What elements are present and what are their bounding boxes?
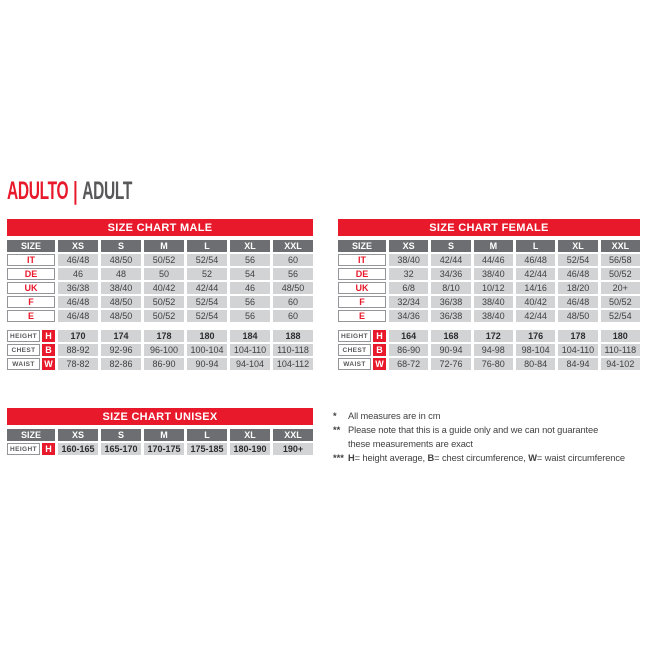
footnote-marker: *** [333, 453, 344, 463]
size-cell: 36/38 [431, 310, 470, 322]
size-cell: 46/48 [58, 254, 98, 266]
table-row-it [7, 254, 313, 266]
size-cell: 104-110 [230, 344, 270, 356]
row-label-uk: UK [7, 282, 55, 294]
column-header-xs: XS [58, 240, 98, 252]
size-cell: 76-80 [474, 358, 513, 370]
footnote-segment: these measurements are exact [348, 439, 473, 449]
size-cell: 20+ [601, 282, 640, 294]
size-cell: 56 [230, 254, 270, 266]
measure-label-waist: WAIST [338, 358, 371, 370]
column-header-l: L [187, 429, 227, 441]
size-cell: 90-94 [187, 358, 227, 370]
footnote-line [333, 451, 645, 465]
footnote-text [348, 409, 645, 423]
size-cell: 38/40 [389, 254, 428, 266]
footnote-segment: H [348, 453, 355, 463]
row-label-e: E [338, 310, 386, 322]
column-header-xxl: XXL [273, 240, 313, 252]
footnote-line [333, 409, 645, 423]
size-cell: 48/50 [101, 296, 141, 308]
column-header-xs: XS [389, 240, 428, 252]
measure-badge-h: H [373, 330, 386, 342]
measure-label-group [7, 344, 55, 356]
size-cell: 38/40 [101, 282, 141, 294]
size-cell: 110-118 [273, 344, 313, 356]
size-column-header: SIZE [7, 240, 55, 252]
size-cell: 54 [230, 268, 270, 280]
measure-label-group [7, 443, 55, 455]
size-cell: 160-165 [58, 443, 98, 455]
size-cell: 100-104 [187, 344, 227, 356]
table-row-de [7, 268, 313, 280]
row-label-f: F [7, 296, 55, 308]
size-cell: 80-84 [516, 358, 555, 370]
column-header-xxl: XXL [273, 429, 313, 441]
page-title [7, 179, 132, 204]
table-row-chest [338, 344, 640, 356]
column-header-s: S [101, 240, 141, 252]
size-cell: 56 [273, 268, 313, 280]
size-cell: 48/50 [101, 310, 141, 322]
footnote-line [333, 423, 645, 437]
size-cell: 50/52 [144, 310, 184, 322]
size-cell: 8/10 [431, 282, 470, 294]
size-cell: 56/58 [601, 254, 640, 266]
size-cell: 84-94 [558, 358, 597, 370]
measure-label-height: HEIGHT [7, 443, 40, 455]
table-row-f [338, 296, 640, 308]
table-header-row [7, 240, 313, 252]
column-header-xs: XS [58, 429, 98, 441]
footnote-segment: = chest circumference, [434, 453, 529, 463]
size-cell: 6/8 [389, 282, 428, 294]
footnote-segment: B [427, 453, 435, 463]
size-cell: 178 [558, 330, 597, 342]
footnote-marker: * [333, 411, 337, 421]
size-cell: 104-110 [558, 344, 597, 356]
size-cell: 46 [230, 282, 270, 294]
measure-label-chest: CHEST [338, 344, 371, 356]
size-cell: 52/54 [601, 310, 640, 322]
size-cell: 165-170 [101, 443, 141, 455]
size-cell: 38/40 [474, 310, 513, 322]
size-cell: 176 [516, 330, 555, 342]
chart-title-bar: SIZE CHART MALE [7, 219, 313, 236]
size-cell: 48/50 [558, 310, 597, 322]
size-cell: 52/54 [187, 296, 227, 308]
size-cell: 170-175 [144, 443, 184, 455]
size-cell: 14/16 [516, 282, 555, 294]
size-cell: 94-104 [230, 358, 270, 370]
size-cell: 36/38 [431, 296, 470, 308]
size-cell: 180 [187, 330, 227, 342]
size-cell: 48/50 [101, 254, 141, 266]
footnote-marker [333, 437, 348, 451]
size-cell: 72-76 [431, 358, 470, 370]
size-cell: 78-82 [58, 358, 98, 370]
size-cell: 56 [230, 310, 270, 322]
size-cell: 60 [273, 254, 313, 266]
size-cell: 180-190 [230, 443, 270, 455]
column-header-m: M [474, 240, 513, 252]
size-cell: 52/54 [187, 254, 227, 266]
footnote-segment: W [528, 453, 537, 463]
chart-title-bar: SIZE CHART UNISEX [7, 408, 313, 425]
measure-badge-b: B [42, 344, 55, 356]
size-cell: 50/52 [601, 268, 640, 280]
size-cell: 42/44 [431, 254, 470, 266]
column-header-l: L [187, 240, 227, 252]
size-cell: 190+ [273, 443, 313, 455]
column-header-m: M [144, 429, 184, 441]
column-header-l: L [516, 240, 555, 252]
size-cell: 110-118 [601, 344, 640, 356]
size-cell: 90-94 [431, 344, 470, 356]
footnote-marker: ** [333, 425, 341, 435]
size-cell: 10/12 [474, 282, 513, 294]
size-cell: 104-112 [273, 358, 313, 370]
table-row-chest [7, 344, 313, 356]
table-row-e [7, 310, 313, 322]
page-title-separator: | [73, 177, 78, 205]
footnote-segment: Please note that this is a guide only and we can not guarantee [348, 425, 599, 435]
column-header-xl: XL [558, 240, 597, 252]
table-row-height [7, 330, 313, 342]
table-row-height [7, 443, 313, 455]
size-cell: 50/52 [144, 254, 184, 266]
size-cell: 168 [431, 330, 470, 342]
table-row-waist [338, 358, 640, 370]
size-cell: 46/48 [516, 254, 555, 266]
size-cell: 50/52 [144, 296, 184, 308]
size-cell: 48/50 [273, 282, 313, 294]
size-cell: 92-96 [101, 344, 141, 356]
size-cell: 68-72 [389, 358, 428, 370]
footnotes [333, 409, 645, 465]
size-cell: 34/36 [431, 268, 470, 280]
column-header-m: M [144, 240, 184, 252]
measure-badge-w: W [373, 358, 386, 370]
size-cell: 172 [474, 330, 513, 342]
size-cell: 42/44 [187, 282, 227, 294]
column-header-s: S [431, 240, 470, 252]
table-header-row [338, 240, 640, 252]
size-cell: 48 [101, 268, 141, 280]
table-row-uk [7, 282, 313, 294]
measure-badge-h: H [42, 330, 55, 342]
size-cell: 180 [601, 330, 640, 342]
size-cell: 38/40 [474, 268, 513, 280]
size-cell: 52 [187, 268, 227, 280]
size-cell: 44/46 [474, 254, 513, 266]
size-cell: 94-102 [601, 358, 640, 370]
size-cell: 184 [230, 330, 270, 342]
size-cell: 94-98 [474, 344, 513, 356]
size-cell: 46 [58, 268, 98, 280]
page-title-primary: ADULTO [7, 177, 69, 205]
table-row-uk [338, 282, 640, 294]
chart-title-bar: SIZE CHART FEMALE [338, 219, 640, 236]
size-cell: 42/44 [516, 310, 555, 322]
size-cell: 52/54 [187, 310, 227, 322]
size-column-header: SIZE [338, 240, 386, 252]
table-row-height [338, 330, 640, 342]
table-row-waist [7, 358, 313, 370]
size-cell: 50 [144, 268, 184, 280]
size-column-header: SIZE [7, 429, 55, 441]
column-header-s: S [101, 429, 141, 441]
measure-label-waist: WAIST [7, 358, 40, 370]
row-label-de: DE [338, 268, 386, 280]
footnote-segment: = waist circumference [536, 453, 625, 463]
size-cell: 18/20 [558, 282, 597, 294]
measure-label-group [338, 358, 386, 370]
size-cell: 46/48 [58, 296, 98, 308]
footnote-text [348, 437, 645, 451]
size-cell: 175-185 [187, 443, 227, 455]
size-cell: 188 [273, 330, 313, 342]
page-title-secondary: ADULT [82, 177, 133, 205]
size-cell: 82-86 [101, 358, 141, 370]
measure-label-group [7, 358, 55, 370]
size-cell: 32/34 [389, 296, 428, 308]
footnote-line [333, 437, 645, 451]
row-label-f: F [338, 296, 386, 308]
size-cell: 40/42 [516, 296, 555, 308]
size-chart-male-table [7, 219, 313, 370]
measure-badge-w: W [42, 358, 55, 370]
footnote-segment: All measures are in cm [348, 411, 441, 421]
size-cell: 60 [273, 296, 313, 308]
footnote-segment: = height average, [354, 453, 428, 463]
table-row-e [338, 310, 640, 322]
size-cell: 86-90 [144, 358, 184, 370]
size-cell: 60 [273, 310, 313, 322]
size-cell: 46/48 [558, 268, 597, 280]
measure-label-height: HEIGHT [338, 330, 371, 342]
row-label-it: IT [338, 254, 386, 266]
row-label-uk: UK [338, 282, 386, 294]
size-cell: 36/38 [58, 282, 98, 294]
measure-label-group [338, 344, 386, 356]
row-label-e: E [7, 310, 55, 322]
column-header-xl: XL [230, 429, 270, 441]
size-cell: 88-92 [58, 344, 98, 356]
size-chart-unisex-table [7, 408, 313, 455]
column-header-xxl: XXL [601, 240, 640, 252]
table-row-it [338, 254, 640, 266]
size-chart-female-table [338, 219, 640, 370]
size-cell: 96-100 [144, 344, 184, 356]
size-cell: 164 [389, 330, 428, 342]
size-cell: 50/52 [601, 296, 640, 308]
size-cell: 46/48 [558, 296, 597, 308]
size-cell: 98-104 [516, 344, 555, 356]
size-cell: 42/44 [516, 268, 555, 280]
size-cell: 86-90 [389, 344, 428, 356]
size-cell: 32 [389, 268, 428, 280]
size-cell: 38/40 [474, 296, 513, 308]
footnote-text [348, 423, 645, 437]
size-cell: 56 [230, 296, 270, 308]
table-header-row [7, 429, 313, 441]
measure-badge-h: H [42, 443, 55, 455]
table-row-de [338, 268, 640, 280]
size-cell: 174 [101, 330, 141, 342]
footnote-text [348, 451, 645, 465]
row-label-it: IT [7, 254, 55, 266]
table-row-f [7, 296, 313, 308]
measure-label-chest: CHEST [7, 344, 40, 356]
size-cell: 52/54 [558, 254, 597, 266]
measure-label-group [338, 330, 386, 342]
measure-label-group [7, 330, 55, 342]
measure-label-height: HEIGHT [7, 330, 40, 342]
size-cell: 178 [144, 330, 184, 342]
size-cell: 40/42 [144, 282, 184, 294]
size-cell: 46/48 [58, 310, 98, 322]
size-cell: 170 [58, 330, 98, 342]
row-label-de: DE [7, 268, 55, 280]
measure-badge-b: B [373, 344, 386, 356]
size-cell: 34/36 [389, 310, 428, 322]
column-header-xl: XL [230, 240, 270, 252]
